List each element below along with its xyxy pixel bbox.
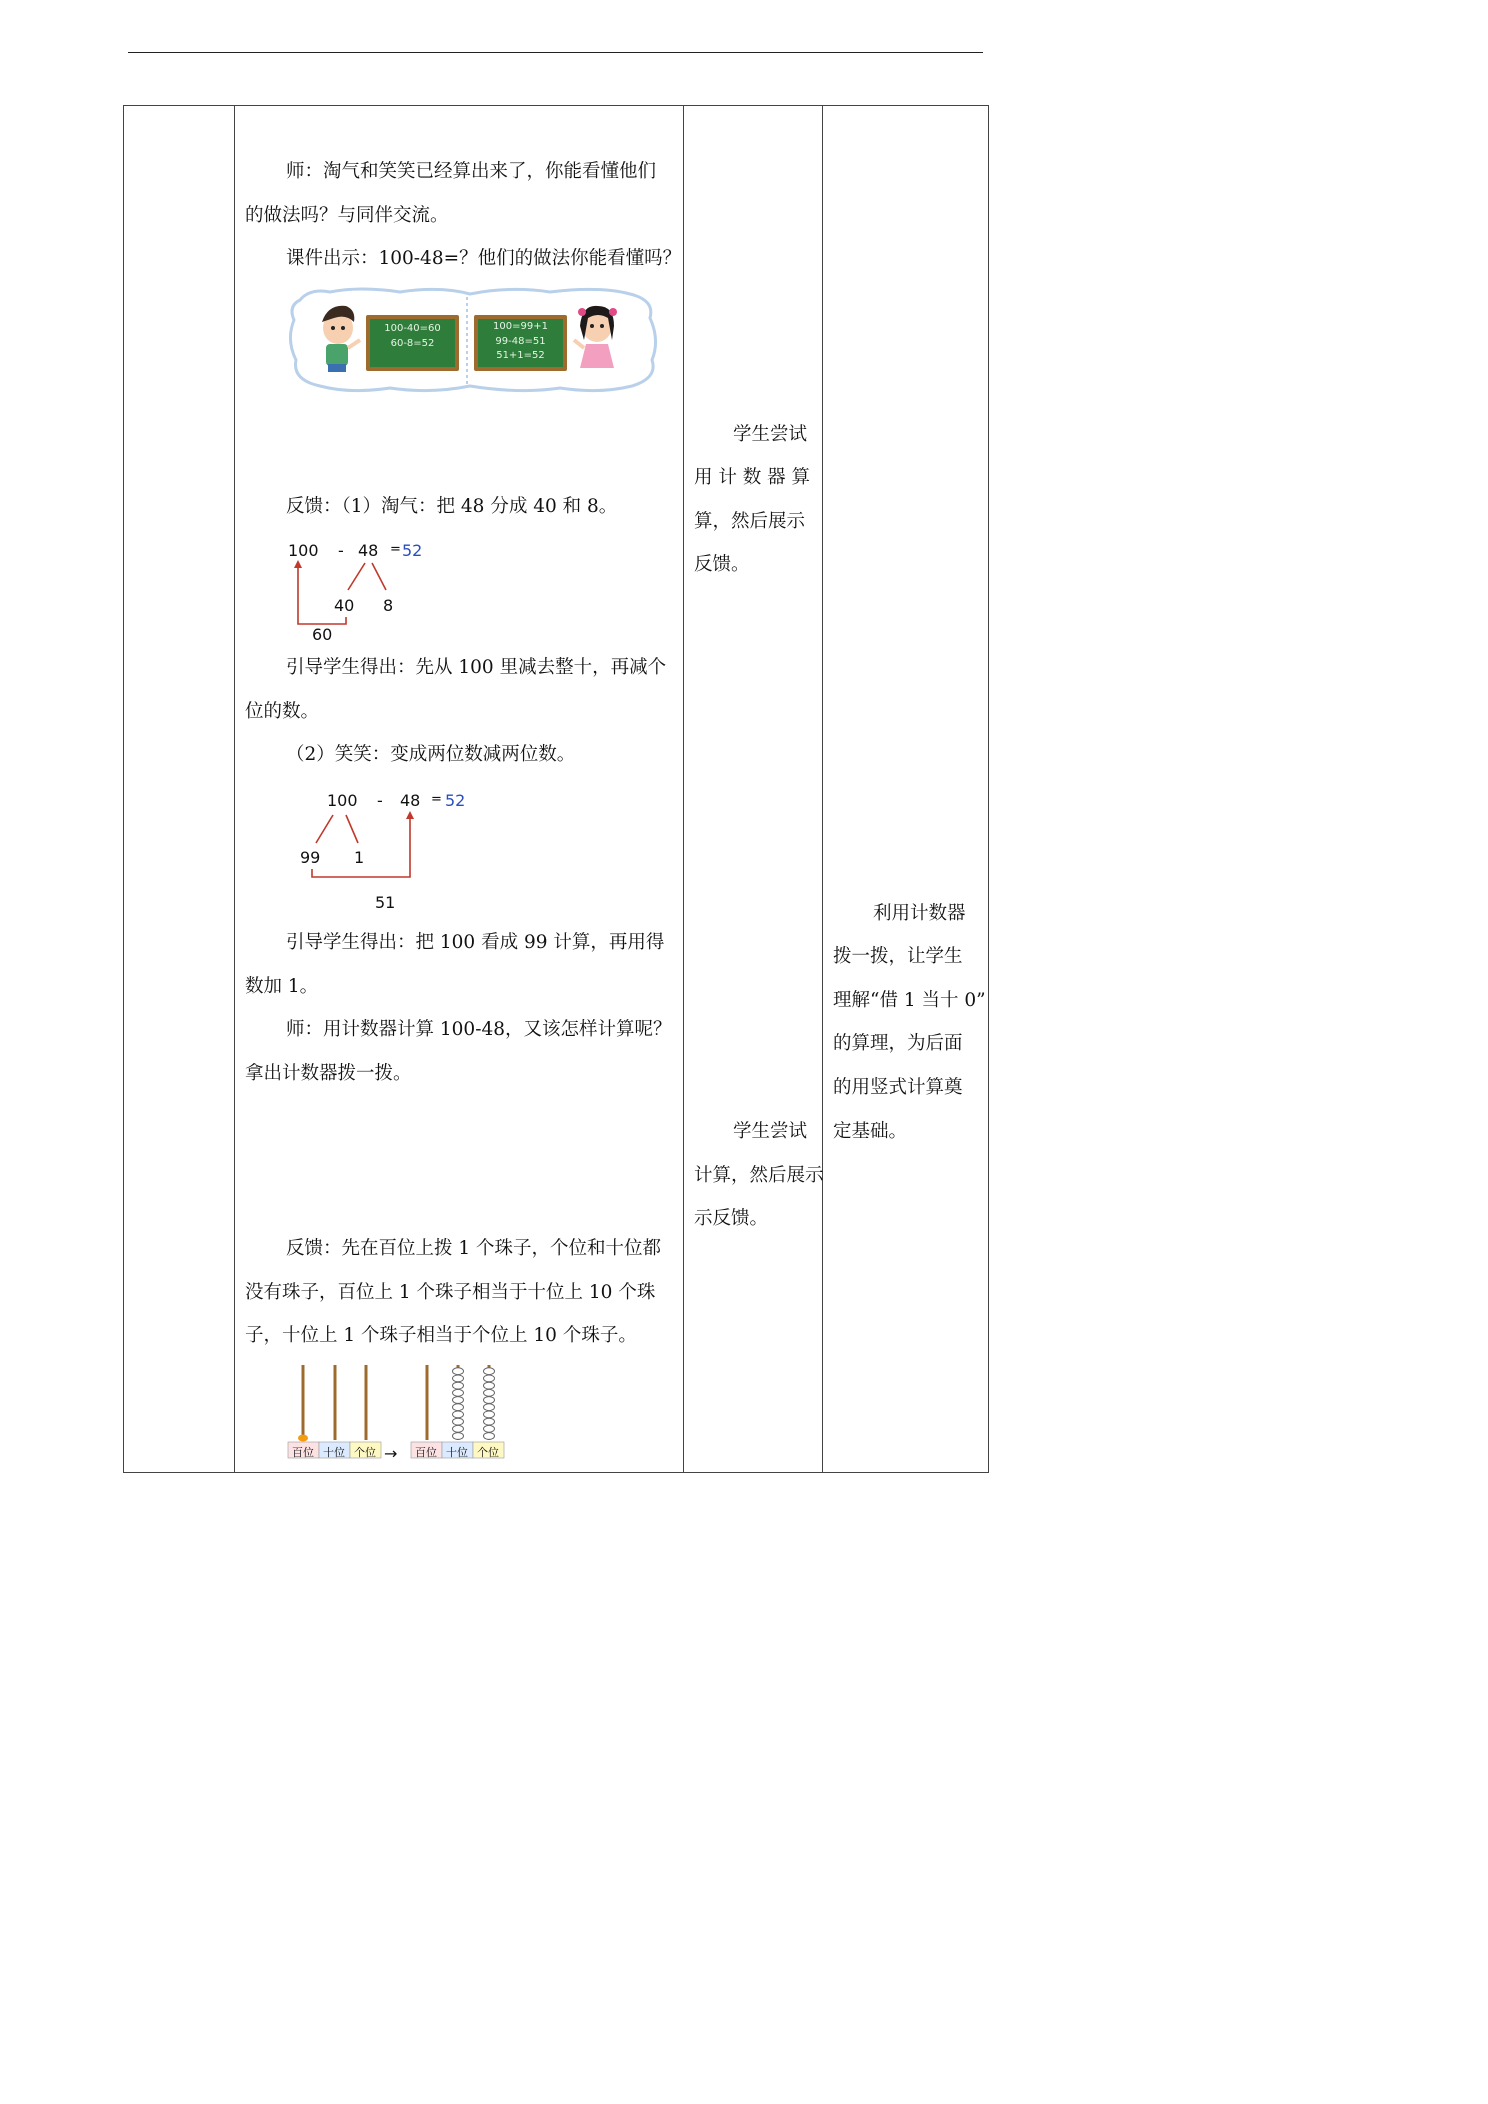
student-b-line-2: 计算，然后展示: [694, 1165, 824, 1186]
d2-subtrahend: 48: [400, 791, 421, 810]
student-b-line-3: 示反馈。: [694, 1208, 769, 1229]
abacus2-label-ones: 个位: [477, 1446, 499, 1459]
student-a-line-4: 反馈。: [694, 554, 750, 575]
student-a-line-2: 用 计 数 器 算: [694, 467, 811, 488]
feedback-abacus-line-3: 子，十位上 1 个珠子相当于个位上 10 个珠子。: [245, 1325, 637, 1346]
tens-bead: [453, 1382, 464, 1389]
student-a-line-1: 学生尝试: [733, 424, 808, 445]
d1-minus: -: [338, 541, 344, 560]
ones-bead: [484, 1389, 495, 1396]
ones-bead: [484, 1382, 495, 1389]
d1-split-40: 40: [334, 596, 355, 615]
ones-bead: [484, 1404, 495, 1411]
d1-subtrahend: 48: [358, 541, 379, 560]
feedback-abacus-line-1: 反馈：先在百位上拨 1 个珠子，个位和十位都: [286, 1238, 662, 1259]
diagram2-arrowhead: [406, 811, 414, 819]
ones-bead: [484, 1425, 495, 1432]
intent-line-2: 拨一拨，让学生: [833, 946, 963, 967]
d2-minuend: 100: [327, 791, 358, 810]
board-left-line-1: 100-40=60: [384, 323, 441, 334]
tens-bead: [453, 1397, 464, 1404]
d2-equals: =: [431, 792, 442, 807]
tens-bead: [453, 1425, 464, 1432]
intent-line-6: 定基础。: [833, 1121, 908, 1142]
ones-bead: [484, 1433, 495, 1440]
intent-line-5: 的用竖式计算奠: [833, 1077, 963, 1098]
diagram1-arrowhead: [294, 560, 302, 568]
d2-split-1: 1: [354, 848, 365, 867]
teacher-abacus-line-2: 拿出计数器拨一拨。: [245, 1063, 412, 1084]
board-right-text: [480, 320, 561, 364]
teacher-line-2: 的做法吗？与同伴交流。: [245, 205, 449, 226]
guide1-line-2: 位的数。: [245, 701, 320, 722]
tens-bead: [453, 1375, 464, 1382]
ones-bead: [484, 1397, 495, 1404]
d2-minus: -: [377, 791, 383, 810]
intent-line-1: 利用计数器: [873, 903, 966, 924]
student-b-line-1: 学生尝试: [733, 1121, 808, 1142]
abacus2-label-hundreds: 百位: [415, 1446, 437, 1459]
teacher-abacus-line-1: 师：用计数器计算 100-48，又该怎样计算呢？: [286, 1019, 672, 1040]
d1-split-8: 8: [383, 596, 394, 615]
diagram2-lines: [312, 815, 410, 877]
tens-bead: [453, 1389, 464, 1396]
ones-bead: [484, 1411, 495, 1418]
guide1-line-1: 引导学生得出：先从 100 里减去整十，再减个: [286, 657, 667, 678]
board-right-line-3: 51+1=52: [496, 350, 545, 361]
feedback-xiaoxiao: （2）笑笑：变成两位数减两位数。: [286, 744, 576, 765]
d1-mid-60: 60: [312, 625, 333, 644]
d1-equals: =: [390, 542, 401, 557]
feedback-abacus-line-2: 没有珠子，百位上 1 个珠子相当于十位上 10 个珠: [245, 1282, 656, 1303]
tens-bead: [453, 1368, 464, 1375]
tens-bead: [453, 1418, 464, 1425]
student-a-line-3: 算，然后展示: [694, 511, 806, 532]
board-right-line-1: 100=99+1: [493, 321, 548, 332]
board-left-text: [372, 321, 453, 351]
d2-mid-51: 51: [375, 893, 396, 912]
guide2-line-2: 数加 1。: [245, 976, 319, 997]
d2-split-99: 99: [300, 848, 321, 867]
abacus1-label-tens: 十位: [323, 1446, 345, 1459]
d2-result: 52: [445, 791, 466, 810]
abacus2-label-tens: 十位: [446, 1446, 468, 1459]
abacus1-label-hundreds: 百位: [292, 1446, 314, 1459]
tens-bead: [453, 1404, 464, 1411]
tens-bead: [453, 1433, 464, 1440]
guide2-line-1: 引导学生得出：把 100 看成 99 计算，再用得: [286, 932, 665, 953]
abacus1-label-ones: 个位: [354, 1446, 376, 1459]
ones-bead: [484, 1418, 495, 1425]
teacher-line-1: 师：淘气和笑笑已经算出来了，你能看懂他们: [286, 161, 657, 182]
board-left-line-2: 60-8=52: [390, 338, 435, 349]
ones-bead: [484, 1368, 495, 1375]
intent-line-3: 理解“借 1 当十 0”: [833, 990, 986, 1011]
feedback-taoqi: 反馈：（1）淘气：把 48 分成 40 和 8。: [286, 496, 618, 517]
tens-bead: [453, 1411, 464, 1418]
courseware-prompt: 课件出示：100-48=？他们的做法你能看懂吗？: [286, 248, 682, 269]
d1-minuend: 100: [288, 541, 319, 560]
intent-line-4: 的算理，为后面: [833, 1033, 963, 1054]
d1-result: 52: [402, 541, 423, 560]
abacus-arrow-icon: →: [384, 1444, 398, 1463]
ones-bead: [484, 1375, 495, 1382]
board-right-line-2: 99-48=51: [495, 335, 546, 347]
